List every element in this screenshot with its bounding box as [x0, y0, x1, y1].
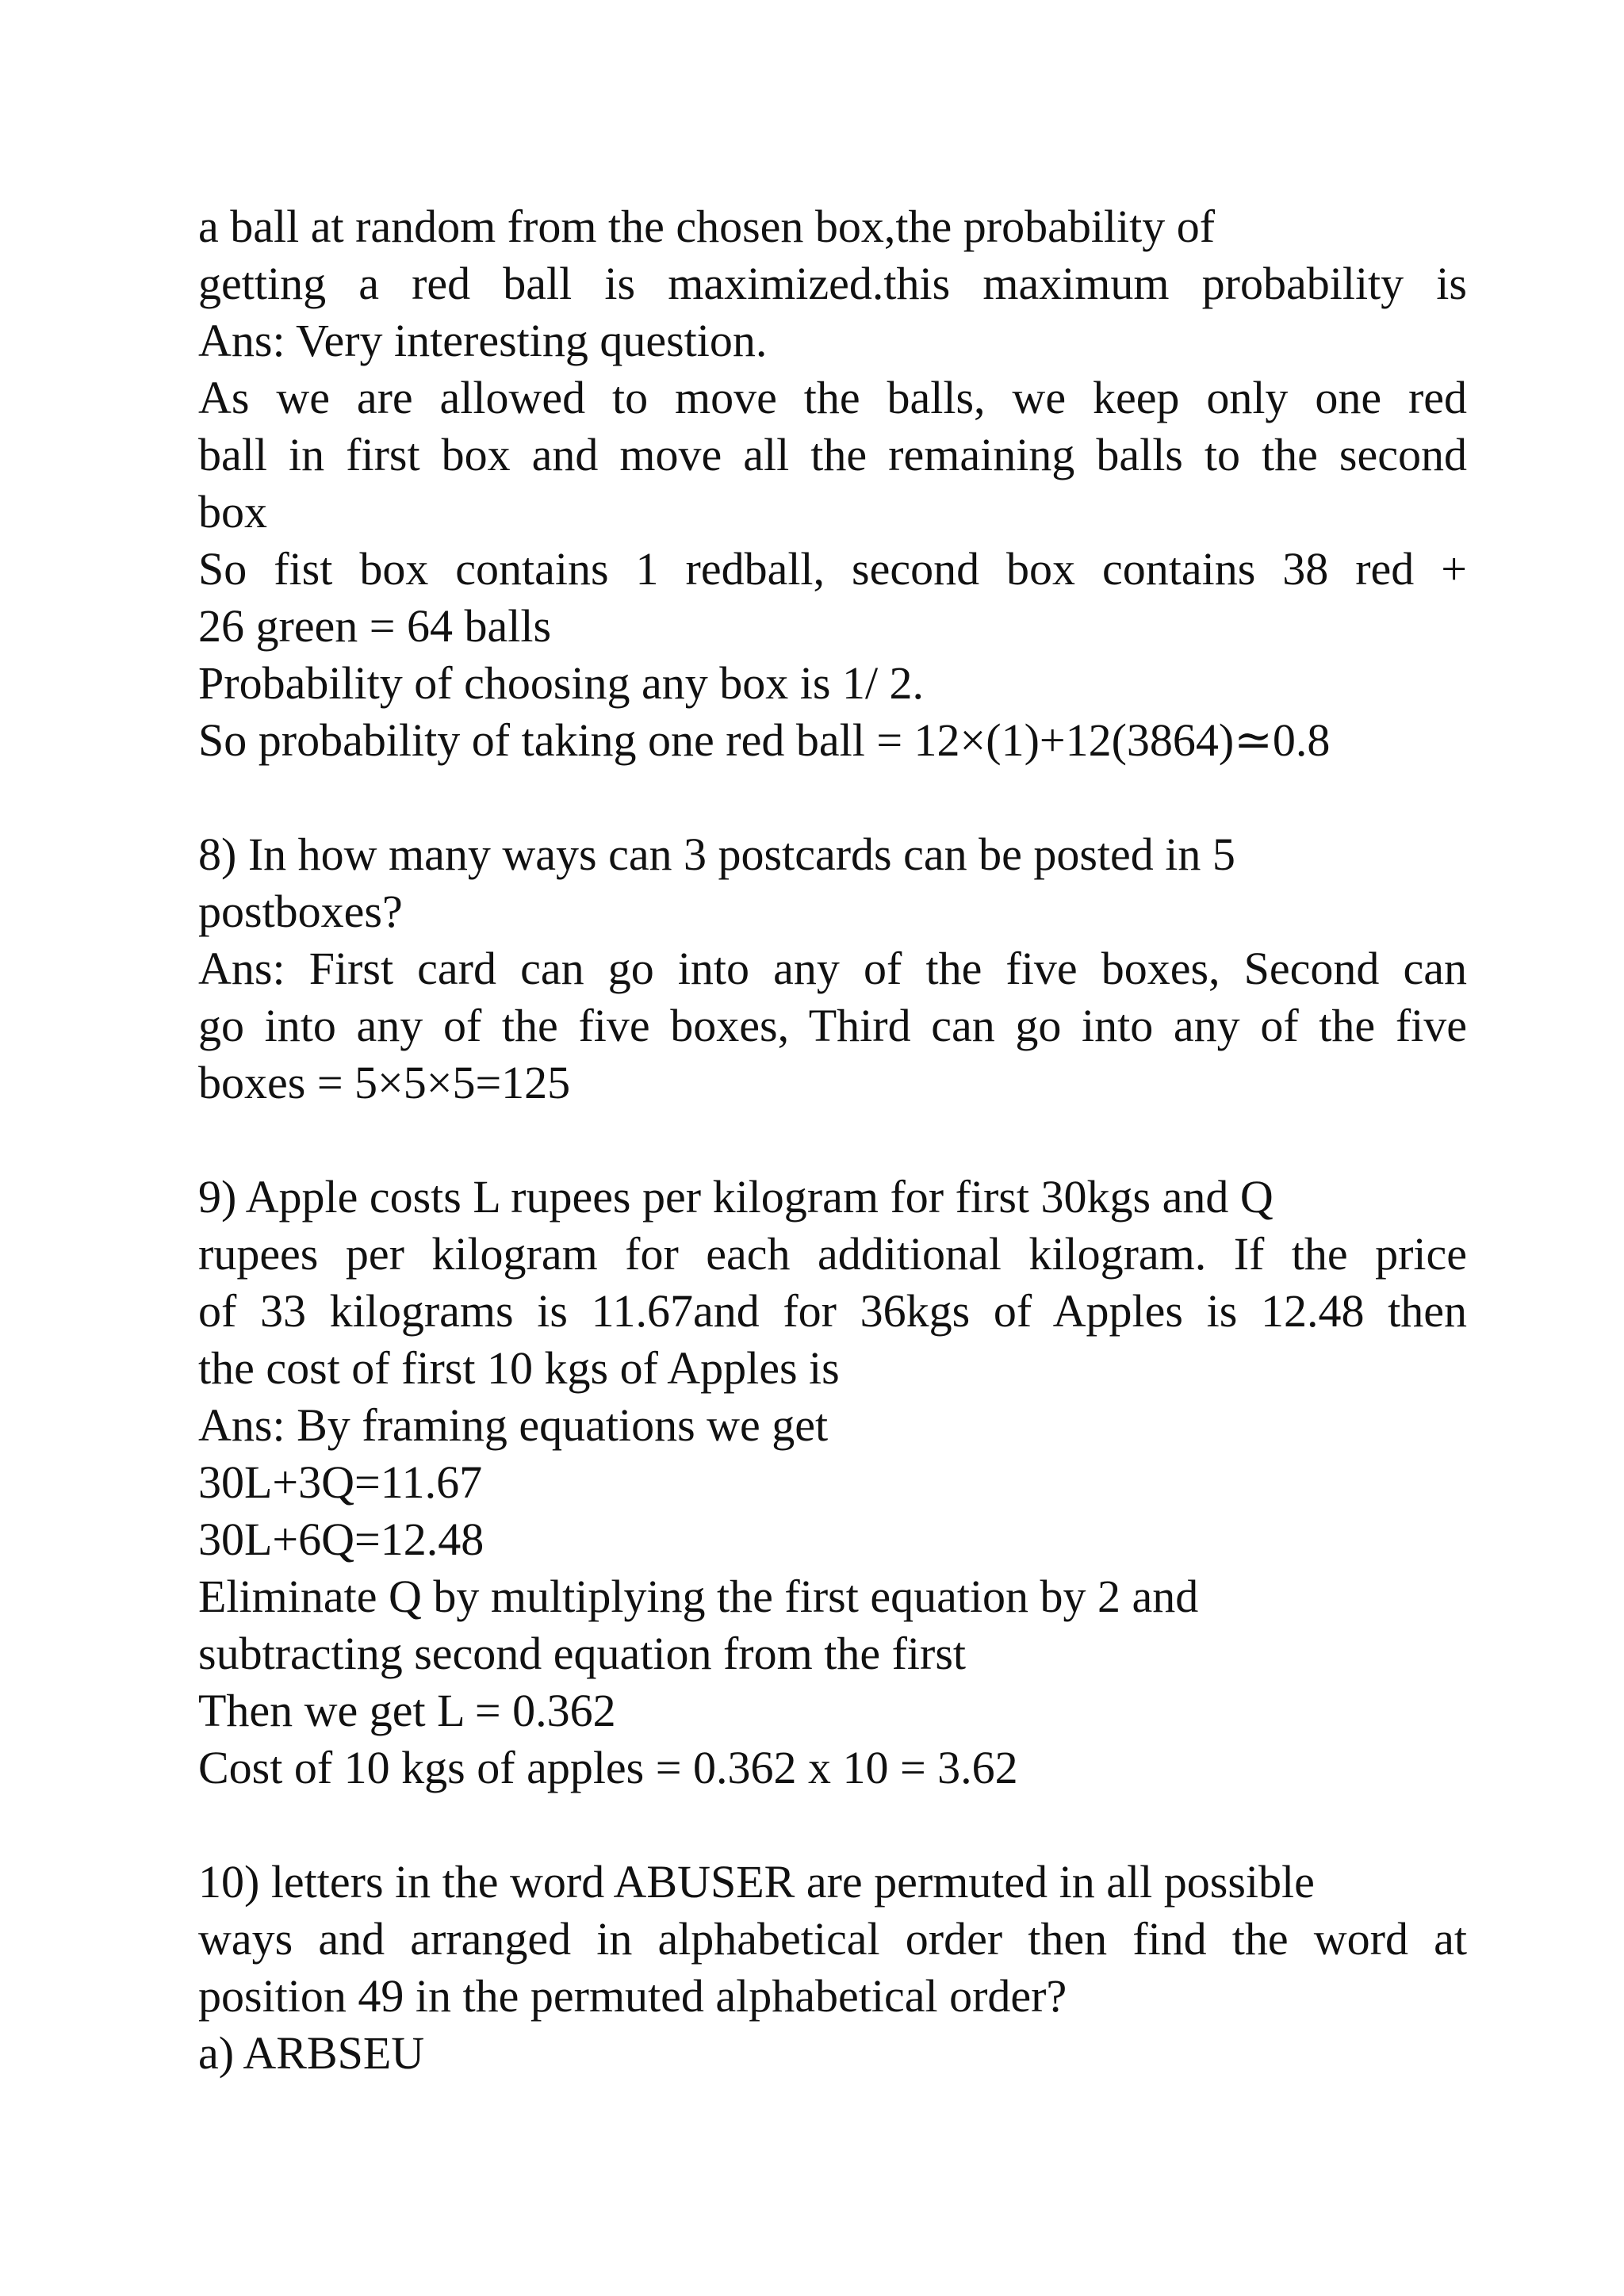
- text-line: So fist box contains 1 redball, second box contains 38 red +: [198, 543, 1467, 595]
- text-line: As we are allowed to move the balls, we keep only one red: [198, 372, 1467, 423]
- answer-line: Eliminate Q by multiplying the first equation by 2 and: [198, 1571, 1199, 1622]
- answer-line: Then we get L = 0.362: [198, 1685, 616, 1736]
- question-line: 8) In how many ways can 3 postcards can be posted in 5: [198, 828, 1235, 880]
- text-line: a ball at random from the chosen box,the probability of: [198, 201, 1216, 252]
- paragraph-gap: [198, 1797, 1467, 1854]
- question-line: 10) letters in the word ABUSER are permuted in all possible: [198, 1856, 1315, 1908]
- answer-line: subtracting second equation from the first: [198, 1628, 967, 1679]
- option-line: a) ARBSEU: [198, 2027, 425, 2079]
- answer-line: boxes = 5×5×5=125: [198, 1057, 571, 1108]
- q9-block: [198, 1169, 1467, 1797]
- text-line: box: [198, 486, 267, 538]
- answer-line: Ans: Very interesting question.: [198, 315, 768, 366]
- paragraph-gap: [198, 1112, 1467, 1169]
- answer-line: Cost of 10 kgs of apples = 0.362 x 10 = 3.62: [198, 1742, 1018, 1793]
- equation-line: 30L+6Q=12.48: [198, 1513, 485, 1565]
- paragraph-gap: [198, 769, 1467, 826]
- q10-block: [198, 1854, 1467, 2082]
- q8-block: [198, 826, 1467, 1112]
- question-line: the cost of first 10 kgs of Apples is: [198, 1342, 840, 1394]
- question-line: rupees per kilogram for each additional kilogram. If the price: [198, 1228, 1467, 1280]
- question-line: postboxes?: [198, 886, 403, 937]
- q7-continued-block: [198, 198, 1467, 769]
- text-line: 26 green = 64 balls: [198, 600, 552, 652]
- answer-line: Ans: First card can go into any of the five boxes, Second can: [198, 943, 1467, 994]
- text-line: ball in first box and move all the remaining balls to the second: [198, 429, 1467, 480]
- question-line: 9) Apple costs L rupees per kilogram for first 30kgs and Q: [198, 1171, 1274, 1223]
- text-line: Probability of choosing any box is 1/ 2.: [198, 657, 925, 709]
- equation-line: 30L+3Q=11.67: [198, 1456, 483, 1508]
- question-line: ways and arranged in alphabetical order then find the word at: [198, 1913, 1467, 1965]
- answer-line: go into any of the five boxes, Third can go into any of the five: [198, 1000, 1467, 1051]
- document-page: [198, 198, 1467, 2082]
- text-line: getting a red ball is maximized.this maximum probability is: [198, 258, 1467, 309]
- answer-line: Ans: By framing equations we get: [198, 1399, 829, 1451]
- question-line: position 49 in the permuted alphabetical order?: [198, 1970, 1067, 2022]
- question-line: of 33 kilograms is 11.67and for 36kgs of Apples is 12.48 then: [198, 1285, 1467, 1337]
- text-line: So probability of taking one red ball = 12×(1)+12(3864)≃0.8: [198, 714, 1331, 766]
